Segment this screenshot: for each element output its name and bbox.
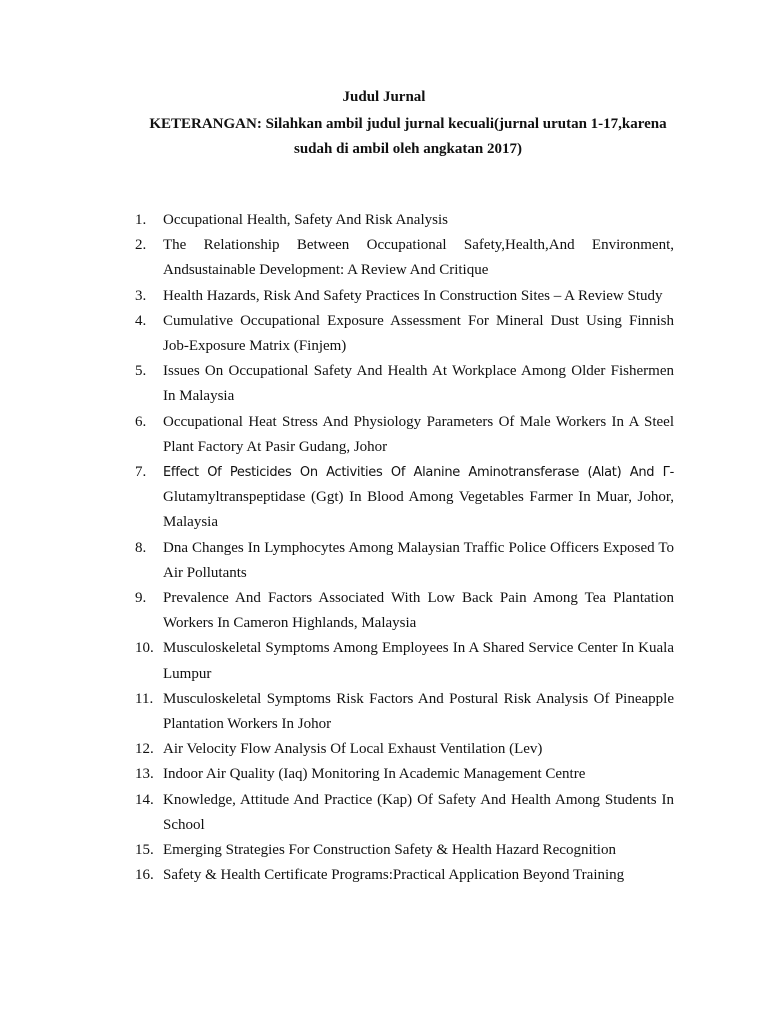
item-number: 14. bbox=[135, 791, 154, 808]
item-number: 3. bbox=[135, 287, 147, 304]
item-text: Safety & Health Certificate Programs:Practical Application Beyond Training bbox=[163, 867, 625, 884]
list-item bbox=[0, 536, 768, 586]
item-number: 5. bbox=[135, 363, 147, 380]
item-text: The Relationship Between Occupational Safety,Health,And Environment, Andsustainable Development: A Review And Critique bbox=[163, 237, 674, 279]
item-number: 12. bbox=[135, 741, 154, 758]
document-note: KETERANGAN: Silahkan ambil judul jurnal kecuali(jurnal urutan 1-17,karena sudah di ambil oleh angkatan 2017) bbox=[149, 116, 667, 157]
item-number: 1. bbox=[135, 212, 147, 228]
item-text: Glutamyltranspeptidase (Ggt) In Blood Among Vegetables Farmer In Muar, Johor, Malaysia bbox=[163, 489, 674, 531]
item-number: 13. bbox=[135, 766, 154, 783]
list-item bbox=[0, 838, 768, 863]
item-number: 15. bbox=[135, 842, 154, 859]
item-text: Dna Changes In Lymphocytes Among Malaysian Traffic Police Officers Exposed To Air Pollutants bbox=[163, 539, 674, 581]
item-text: Occupational Health, Safety And Risk Analysis bbox=[163, 212, 448, 228]
item-text: Musculoskeletal Symptoms Risk Factors And Postural Risk Analysis Of Pineapple Plantation Workers In Johor bbox=[163, 690, 674, 733]
item-text: Emerging Strategies For Construction Safety & Health Hazard Recognition bbox=[163, 842, 616, 859]
item-number: 16. bbox=[135, 867, 154, 884]
journal-list bbox=[0, 208, 768, 888]
item-number: 8. bbox=[135, 539, 147, 556]
list-item bbox=[0, 233, 768, 283]
item-number: 9. bbox=[135, 590, 147, 607]
list-item bbox=[0, 460, 768, 536]
list-item bbox=[0, 284, 768, 309]
item-text: Cumulative Occupational Exposure Assessment For Mineral Dust Using Finnish Job-Exposure Matrix (Finjem) bbox=[163, 312, 674, 355]
list-item bbox=[0, 737, 768, 762]
item-text: Health Hazards, Risk And Safety Practices In Construction Sites – A Review Study bbox=[163, 287, 663, 304]
item-number: 7. bbox=[135, 464, 147, 481]
list-item bbox=[0, 410, 768, 460]
item-number: 10. bbox=[135, 640, 154, 657]
list-item bbox=[0, 309, 768, 359]
item-text-sans: Effect Of Pesticides On Activities Of Alanine Aminotransferase (Alat) And Γ- bbox=[163, 465, 674, 481]
item-text: Occupational Heat Stress And Physiology Parameters Of Male Workers In A Steel Plant Factory At Pasir Gudang, Johor bbox=[163, 413, 674, 455]
item-text: Knowledge, Attitude And Practice (Kap) Of Safety And Health Among Students In School bbox=[163, 791, 674, 833]
list-item bbox=[0, 863, 768, 888]
item-text: Prevalence And Factors Associated With Low Back Pain Among Tea Plantation Workers In Cameron Highlands, Malaysia bbox=[163, 590, 674, 632]
list-item bbox=[0, 636, 768, 686]
item-number: 2. bbox=[135, 237, 147, 254]
item-text: Indoor Air Quality (Iaq) Monitoring In Academic Management Centre bbox=[163, 766, 586, 783]
item-number: 4. bbox=[135, 312, 147, 329]
item-text: Musculoskeletal Symptoms Among Employees In A Shared Service Center In Kuala Lumpur bbox=[163, 640, 674, 682]
document-title: Judul Jurnal bbox=[342, 89, 426, 105]
list-item bbox=[0, 788, 768, 838]
list-item bbox=[0, 762, 768, 787]
item-number: 6. bbox=[135, 413, 147, 430]
list-item bbox=[0, 208, 768, 233]
item-text: Issues On Occupational Safety And Health At Workplace Among Older Fishermen In Malaysia bbox=[163, 363, 674, 405]
list-item bbox=[0, 687, 768, 737]
item-text: Air Velocity Flow Analysis Of Local Exhaust Ventilation (Lev) bbox=[163, 741, 543, 758]
list-item bbox=[0, 359, 768, 409]
list-item bbox=[0, 586, 768, 636]
item-number: 11. bbox=[135, 690, 154, 707]
